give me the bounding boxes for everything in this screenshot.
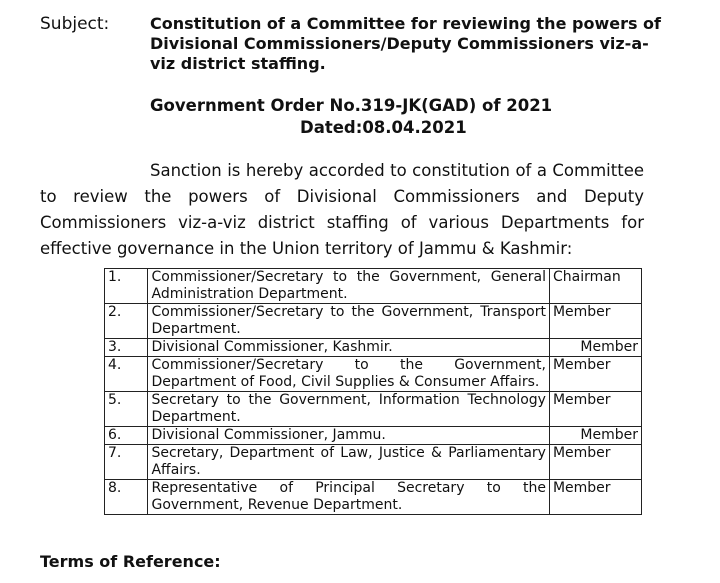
member-description: Commissioner/Secretary to the Government, General Administration Department. <box>148 269 549 304</box>
subject-text: Constitution of a Committee for reviewing the powers of Divisional Commissioners/Deputy Commissioners viz-a-viz district staffing. <box>150 14 662 73</box>
member-role: Chairman <box>549 269 641 304</box>
table-row <box>105 357 642 392</box>
table-row <box>105 392 642 427</box>
member-number: 6. <box>105 427 148 445</box>
member-description: Secretary, Department of Law, Justice & Parliamentary Affairs. <box>148 445 549 480</box>
member-number: 7. <box>105 445 148 480</box>
table-row <box>105 445 642 480</box>
member-number: 4. <box>105 357 148 392</box>
order-number: Government Order No.319-JK(GAD) of 2021 <box>150 96 553 115</box>
order-date: Dated:08.04.2021 <box>300 118 467 137</box>
member-number: 1. <box>105 269 148 304</box>
table-row <box>105 269 642 304</box>
table-row <box>105 427 642 445</box>
member-role: Member <box>549 445 641 480</box>
member-role: Member <box>549 480 641 515</box>
member-role: Member <box>549 304 641 339</box>
table-row <box>105 339 642 357</box>
table-row <box>105 304 642 339</box>
member-number: 8. <box>105 480 148 515</box>
table-row <box>105 480 642 515</box>
member-description: Representative of Principal Secretary to the Government, Revenue Department. <box>148 480 549 515</box>
committee-table <box>104 268 642 515</box>
member-number: 5. <box>105 392 148 427</box>
order-heading <box>150 95 570 139</box>
member-description: Divisional Commissioner, Jammu. <box>148 427 549 445</box>
member-description: Commissioner/Secretary to the Government, Department of Food, Civil Supplies & Consumer Affairs. <box>148 357 549 392</box>
terms-of-reference-heading: Terms of Reference: <box>40 552 221 571</box>
member-role: Member <box>549 357 641 392</box>
member-role: Member <box>549 339 641 357</box>
member-number: 3. <box>105 339 148 357</box>
member-role: Member <box>549 392 641 427</box>
subject-label: Subject: <box>40 14 110 34</box>
member-role: Member <box>549 427 641 445</box>
sanction-paragraph: Sanction is hereby accorded to constitution of a Committee to review the powers of Divisional Commissioners and Deputy Commissioners viz-a-viz district staffing of various Departments for effective governance in the Union territory of Jammu & Kashmir: <box>40 161 644 258</box>
member-description: Divisional Commissioner, Kashmir. <box>148 339 549 357</box>
member-number: 2. <box>105 304 148 339</box>
member-description: Secretary to the Government, Information Technology Department. <box>148 392 549 427</box>
member-description: Commissioner/Secretary to the Government, Transport Department. <box>148 304 549 339</box>
